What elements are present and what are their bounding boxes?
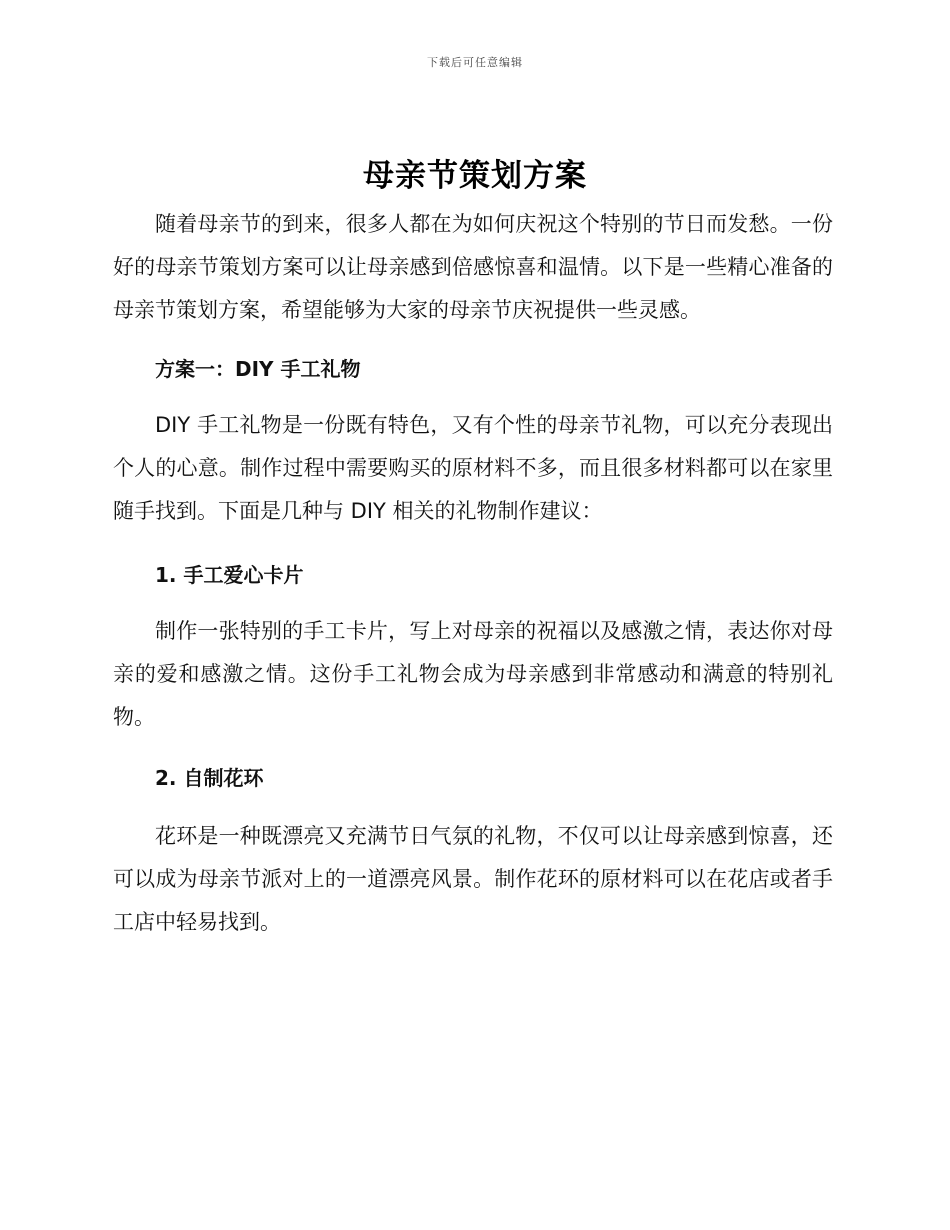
plan1-section-heading — [113, 348, 833, 391]
item1-section-heading — [113, 554, 833, 597]
item2-paragraph: 花环是一种既漂亮又充满节日气氛的礼物，不仅可以让母亲感到惊喜，还可以成为母亲节派对上的一道漂亮风景。制作花环的原材料可以在花店或者手工店中轻易找到。 — [113, 824, 833, 934]
intro-section — [113, 203, 833, 332]
header-note: 下载后可任意编辑 — [427, 56, 523, 69]
item2-section — [113, 815, 833, 944]
item1-section — [113, 610, 833, 739]
intro-paragraph: 随着母亲节的到来，很多人都在为如何庆祝这个特别的节日而发愁。一份好的母亲节策划方案可以让母亲感到倍感惊喜和温情。以下是一些精心准备的母亲节策划方案，希望能够为大家的母亲节庆祝提供一些灵感。 — [113, 212, 833, 322]
item1-heading: 1. 手工爱心卡片 — [155, 563, 304, 587]
page-title: 母亲节策划方案 — [363, 158, 587, 194]
item2-section-heading — [113, 757, 833, 800]
plan1-heading: 方案一：DIY 手工礼物 — [155, 357, 361, 381]
plan1-section — [113, 404, 833, 533]
plan1-paragraph: DIY 手工礼物是一份既有特色，又有个性的母亲节礼物，可以充分表现出个人的心意。制作过程中需要购买的原材料不多，而且很多材料都可以在家里随手找到。下面是几种与 DIY 相关的礼物制作建议： — [113, 413, 833, 523]
item1-paragraph: 制作一张特别的手工卡片，写上对母亲的祝福以及感激之情，表达你对母亲的爱和感激之情。这份手工礼物会成为母亲感到非常感动和满意的特别礼物。 — [113, 619, 833, 729]
item2-heading: 2. 自制花环 — [155, 766, 264, 790]
